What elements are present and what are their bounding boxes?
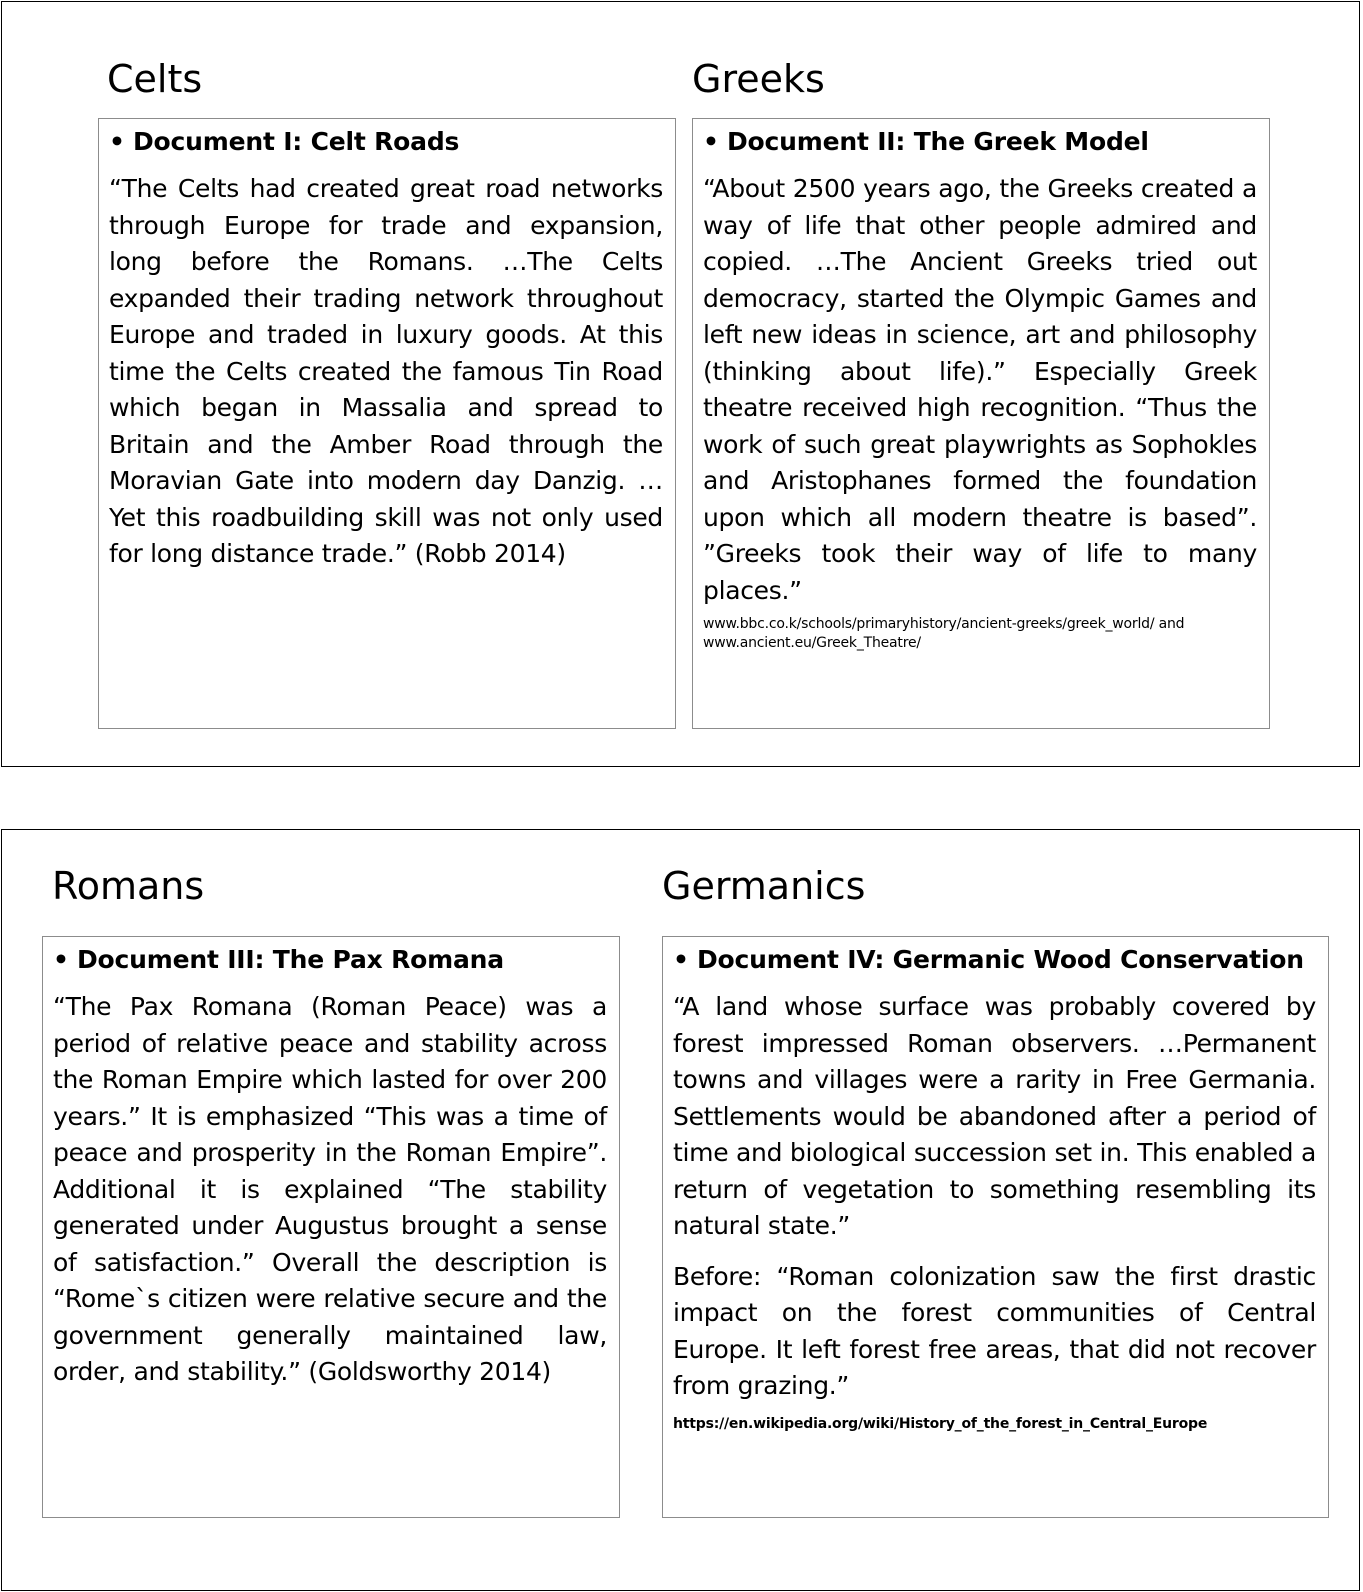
document-title-text: Document IV: Germanic Wood Conservation: [697, 945, 1304, 974]
document-quote: “The Celts had created great road networks through Europe for trade and expansion, long before the Romans. …The Celts expanded their trading network throughout Europe and traded in luxury goods. At this time the Celts created the famous Tin Road which began in Massalia and spread to Britain and the Amber Road through the Moravian Gate into modern day Danzig. …Yet this roadbuilding skill was not only used for long distance trade.” (Robb 2014): [109, 174, 663, 568]
slide-romans-germanics: [1, 829, 1360, 1591]
document-box-greek-model: [692, 118, 1270, 729]
document-quote: “A land whose surface was probably covered by forest impressed Roman observers. …Permanent towns and villages were a rarity in Free Germania. Settlements would be abandoned after a period of time and biological succession set in. This enabled a return of vegetation to something resembling its natural state.”: [673, 992, 1316, 1240]
bullet: •: [703, 127, 719, 156]
heading-celts: Celts: [107, 57, 203, 101]
document-box-germanic-wood: [662, 936, 1329, 1518]
bullet: •: [53, 945, 69, 974]
document-quote-before: Before: “Roman colonization saw the first drastic impact on the forest communities of Central Europe. It left forest free areas, that did not recover from grazing.”: [673, 1261, 1316, 1400]
heading-romans: Romans: [52, 864, 205, 908]
document-title: [53, 943, 607, 977]
slide-celts-greeks: [1, 1, 1360, 767]
document-title-text: Document III: The Pax Romana: [77, 945, 504, 974]
document-quote: “The Pax Romana (Roman Peace) was a period of relative peace and stability across the Roman Empire which lasted for over 200 years.” It is emphasized “This was a time of peace and prosperity in the Roman Empire”. Additional it is explained “The stability generated under Augustus brought a sense of satisfaction.” Overall the description is “Rome`s citizen were relative secure and the government generally maintained law, order, and stability.” (Goldsworthy 2014): [53, 992, 607, 1386]
document-title-text: Document I: Celt Roads: [133, 127, 460, 156]
document-source: www.bbc.co.k/schools/primaryhistory/ancient-greeks/greek_world/ and www.ancient.eu/Greek_Theatre/: [703, 616, 1185, 651]
bullet: •: [109, 127, 125, 156]
heading-germanics: Germanics: [662, 864, 866, 908]
bullet: •: [673, 945, 689, 974]
document-quote: “About 2500 years ago, the Greeks created a way of life that other people admired and copied. …The Ancient Greeks tried out democracy, started the Olympic Games and left new ideas in science, art and philosophy (thinking about life).” Especially Greek theatre received high recognition. “Thus the work of such great playwrights as Sophokles and Aristophanes formed the foundation upon which all modern theatre is based”. ”Greeks took their way of life to many places.”: [703, 174, 1257, 605]
document-source: https://en.wikipedia.org/wiki/History_of_the_forest_in_Central_Europe: [673, 1415, 1208, 1432]
document-box-pax-romana: [42, 936, 620, 1518]
document-title: [703, 125, 1257, 159]
document-title-text: Document II: The Greek Model: [727, 127, 1149, 156]
document-title: [109, 125, 663, 159]
document-box-celt-roads: [98, 118, 676, 729]
document-title: [673, 943, 1316, 977]
heading-greeks: Greeks: [692, 57, 825, 101]
